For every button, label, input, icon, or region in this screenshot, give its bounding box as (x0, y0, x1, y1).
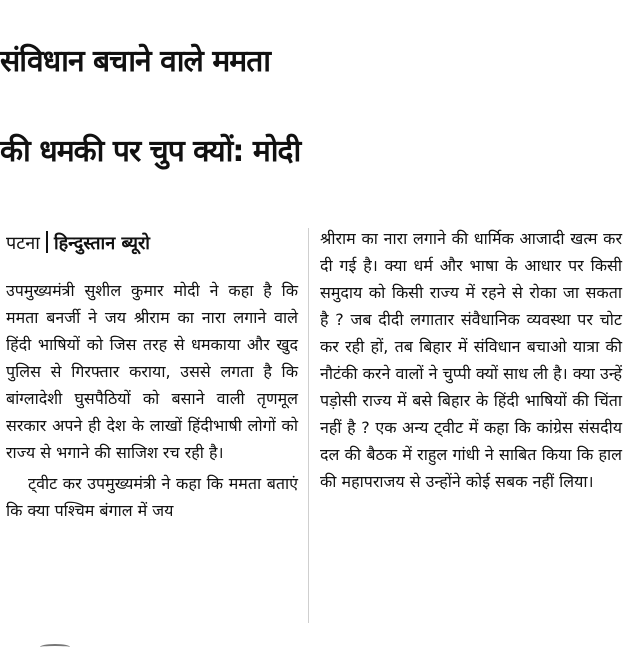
cut-off-mark (40, 644, 70, 650)
article-paragraph-2: ट्वीट कर उपमुख्यमंत्री ने कहा कि ममता बताएं कि क्या पश्चिम बंगाल में जय (6, 474, 298, 520)
left-column (6, 225, 298, 524)
dateline (6, 229, 298, 259)
headline-line-1: संविधान बचाने वाले ममता (0, 44, 271, 79)
column-divider (308, 228, 309, 623)
dateline-separator (46, 231, 48, 253)
dateline-city: पटना (6, 233, 40, 254)
article-paragraph-continued: श्रीराम का नारा लगाने की धार्मिक आजादी खत्म कर दी गई है। क्या धर्म और भाषा के आधार पर किसी समुदाय को किसी राज्य में रहने से रोका जा सकता है ? जब दीदी लगातार संवैधानिक व्यवस्था पर चोट कर रही हों, तब बिहार में संविधान बचाओ यात्रा की नौटंकी करने वालों ने चुप्पी क्यों साध ली है। क्या उन्हें पड़ोसी राज्य में बसे बिहार के हिंदी भाषियों की चिंता नहीं है ? एक अन्य ट्वीट में कहा कि कांग्रेस संसदीय दल की बैठक में राहुल गांधी ने साबित किया कि हाल की महापराजय से उन्होंने कोई सबक नहीं लिया। (320, 229, 622, 491)
article-paragraph-1: उपमुख्यमंत्री सुशील कुमार मोदी ने कहा है कि ममता बनर्जी ने जय श्रीराम का नारा लगाने वाले हिंदी भाषियों को जिस तरह से धमकाया और खुद पुलिस से गिरफ्तार कराया, उससे लगता है कि बांग्लादेशी घुसपैठियों को बसाने वाली तृणमूल सरकार अपने ही देश के लाखों हिंदीभाषी लोगों को राज्य से भगाने की साजिश रच रही है। (6, 281, 298, 462)
dateline-bureau: हिन्दुस्तान ब्यूरो (53, 233, 150, 254)
headline-line-2: की धमकी पर चुप क्यों: मोदी (0, 134, 301, 169)
right-column (320, 225, 622, 495)
